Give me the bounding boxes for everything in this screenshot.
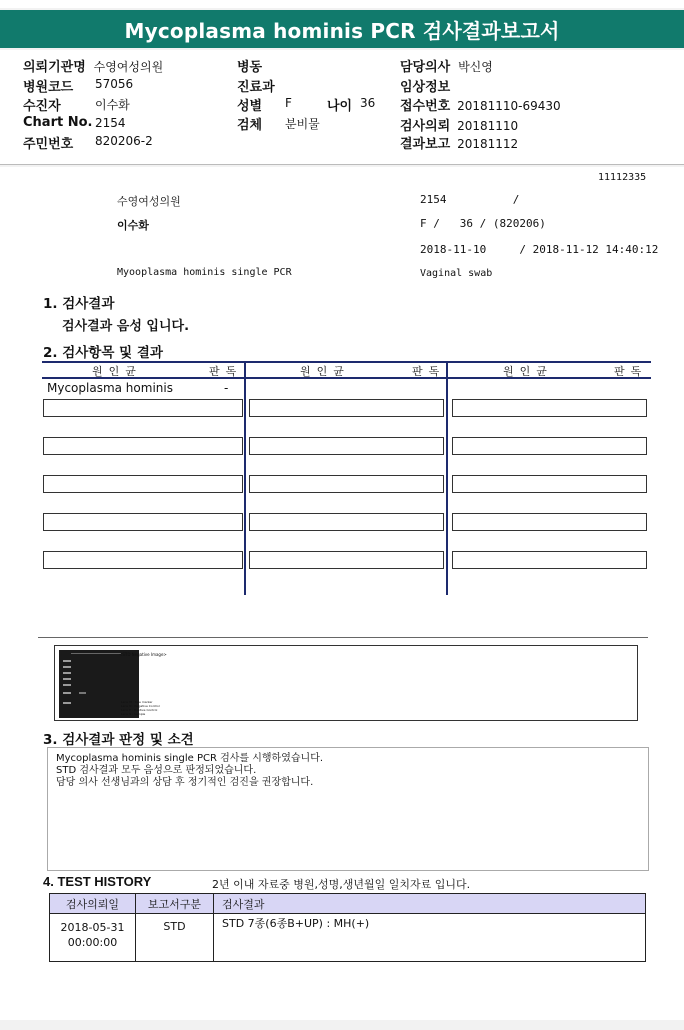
- history-header: 보고서구분: [136, 894, 214, 914]
- result-box: [452, 551, 647, 569]
- gel-caption: <STD Negative Image>: [119, 652, 167, 657]
- results-grid-header: [42, 361, 651, 379]
- top-margin: [0, 0, 684, 8]
- report-sex-age: F / 36 / (820206): [420, 217, 546, 230]
- result-box: [452, 399, 647, 417]
- report-dates: 2018-11-10 / 2018-11-12 14:40:12: [420, 243, 659, 256]
- history-result-cell: STD 7종(6종B+UP) : MH(+): [214, 914, 646, 962]
- result-box: [43, 399, 243, 417]
- result-box: [43, 513, 243, 531]
- result-box: [249, 513, 444, 531]
- history-type-cell: STD: [136, 914, 214, 962]
- section1-title: 1. 검사결과: [43, 296, 115, 312]
- section4-title: 4. TEST HISTORY: [43, 874, 152, 889]
- header-row-institution: [23, 56, 163, 75]
- header-label: 주민번호: [23, 137, 74, 152]
- result-box: [249, 437, 444, 455]
- col-header-organism: 원인균: [300, 365, 350, 378]
- report-code: 11112335: [598, 172, 647, 183]
- history-header: 검사의뢰일: [50, 894, 136, 914]
- header-label: 성별: [237, 99, 263, 114]
- result-box: [452, 437, 647, 455]
- result-box: [249, 551, 444, 569]
- grid-divider: [446, 363, 448, 595]
- header-label: 접수번호: [400, 99, 451, 114]
- report-body: [0, 167, 684, 1020]
- report-patient: 이수화: [117, 219, 149, 232]
- section2-title: 2. 검사항목 및 결과: [43, 345, 163, 361]
- result-box: [452, 475, 647, 493]
- header-value: F: [285, 96, 292, 110]
- header-info-panel: [0, 50, 684, 165]
- opinion-line: STD 검사결과 모두 음성으로 판정되었습니다.: [56, 765, 257, 776]
- report-specimen: Vaginal swab: [420, 268, 493, 279]
- report-title: Mycoplasma hominis PCR 검사결과보고서: [124, 18, 560, 43]
- section3-title: 3. 검사결과 판정 및 소견: [43, 732, 194, 748]
- header-value: 20181112: [457, 137, 519, 151]
- table-row: [50, 914, 646, 962]
- report-title-bar: [0, 10, 684, 48]
- gel-legend: Lane M : Size marker Lane N : Negative Control Lane P : Positive Control Lane S : Sample: [121, 700, 160, 716]
- col-header-organism: 원인균: [503, 365, 553, 378]
- result-box: [249, 475, 444, 493]
- result-box: [43, 475, 243, 493]
- header-label: 진료과: [237, 80, 275, 95]
- item-name: Mycoplasma hominis: [47, 381, 173, 395]
- header-value: 수영여성의원: [93, 60, 164, 74]
- header-value: 분비물: [285, 117, 320, 131]
- header-label: 병동: [237, 60, 263, 75]
- grid-divider: [244, 363, 246, 595]
- header-value: 57056: [95, 77, 134, 91]
- col-header-judgement: 판독: [412, 365, 446, 378]
- opinion-line: Mycoplasma hominis single PCR 검사를 시행하였습니다.: [56, 753, 324, 764]
- header-label: 검사의뢰: [400, 119, 451, 134]
- result-box: [249, 399, 444, 417]
- report-chart-line: 2154 /: [420, 193, 520, 206]
- header-value: 박신영: [458, 60, 493, 74]
- history-table: [49, 893, 646, 962]
- header-row-hospital-code: [23, 76, 73, 95]
- header-value: 36: [360, 96, 376, 110]
- col-header-judgement: 판독: [209, 365, 243, 378]
- header-value: 20181110-69430: [457, 99, 561, 113]
- report-test-name: Myooplasma hominis single PCR: [117, 267, 292, 278]
- result-box: [452, 513, 647, 531]
- result-box: [43, 551, 243, 569]
- report-hospital: 수영여성의원: [117, 195, 181, 208]
- header-label: 결과보고: [400, 137, 451, 152]
- col-header-organism: 원인균: [92, 365, 142, 378]
- header-label: 수진자: [23, 99, 61, 114]
- header-value: 20181110: [457, 119, 519, 133]
- header-label: 담당의사: [400, 60, 451, 75]
- history-header: 검사결과: [214, 894, 646, 914]
- header-value: 2154: [95, 116, 126, 130]
- header-value: 820206-2: [95, 134, 153, 148]
- history-date-cell: 2018-05-31 00:00:00: [50, 914, 136, 962]
- item-result: -: [224, 381, 229, 395]
- header-label: 나이: [327, 99, 353, 114]
- header-label: Chart No.: [23, 115, 93, 130]
- section4-note: 2년 이내 자료중 병원,성명,생년월일 일치자료 입니다.: [212, 878, 471, 891]
- result-box: [43, 437, 243, 455]
- header-label: 병원코드: [23, 80, 74, 95]
- gel-image-frame: [54, 645, 638, 721]
- opinion-line: 담당 의사 선생님과의 상담 후 정기적인 검진을 권장합니다.: [56, 777, 314, 788]
- col-header-judgement: 판독: [614, 365, 648, 378]
- divider-line: [38, 637, 648, 638]
- opinion-box: [47, 747, 649, 871]
- header-value: 이수화: [95, 98, 130, 112]
- header-label: 검체: [237, 118, 263, 133]
- section1-result: 검사결과 음성 입니다.: [62, 319, 190, 334]
- header-label: 의뢰기관명: [23, 60, 86, 75]
- header-label: 임상정보: [400, 80, 451, 95]
